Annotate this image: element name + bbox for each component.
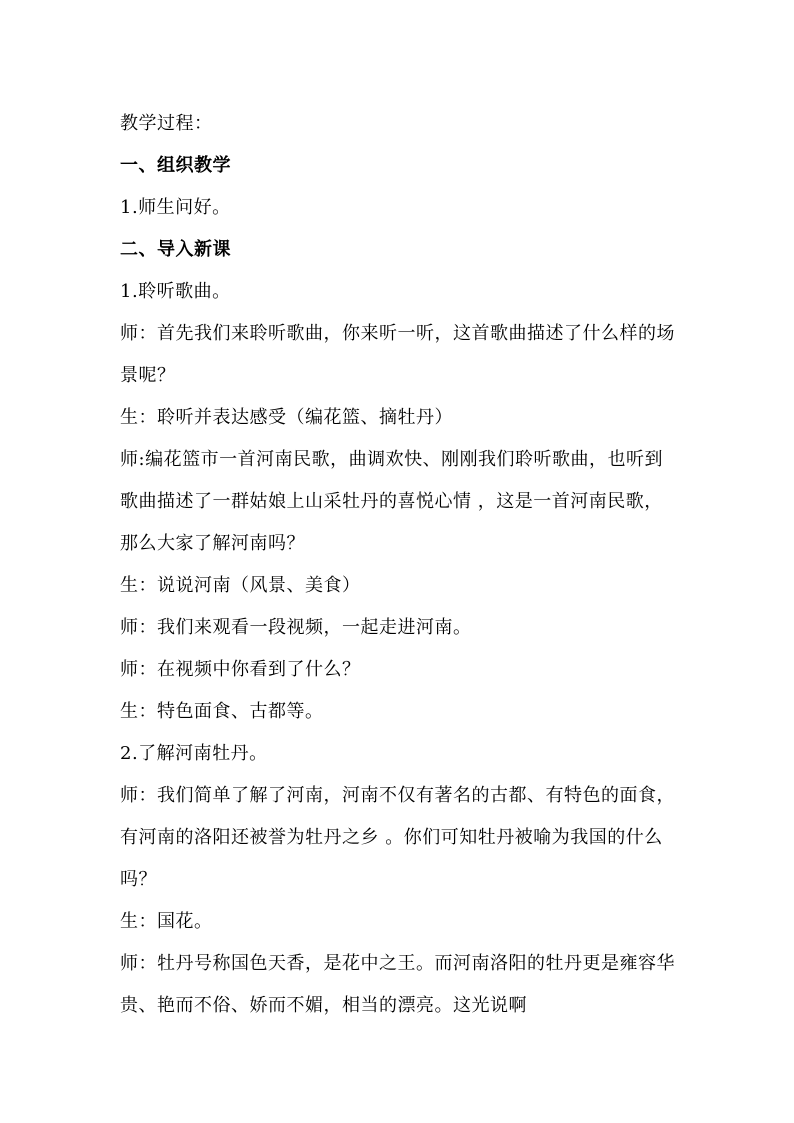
paragraph-greeting: 1.师生问好。 bbox=[120, 197, 231, 218]
paragraph-teacher-video-1: 师：我们来观看一段视频，一起走进河南。 bbox=[120, 617, 472, 638]
section-heading-organize-teaching: 一、组织教学 bbox=[120, 155, 231, 176]
paragraph-teacher-explanation-1: 师:编花篮市一首河南民歌，曲调欢快、刚刚我们聆听歌曲，也听到歌曲描述了一群姑娘上山采牡丹的喜悦心情 ，这是一首河南民歌，那么大家了解河南吗？ bbox=[120, 449, 664, 554]
paragraph-student-response-4: 生：国花。 bbox=[120, 911, 213, 932]
paragraph-teacher-question-2: 师：在视频中你看到了什么？ bbox=[120, 659, 361, 680]
paragraph-teacher-explanation-3: 师：牡丹号称国色天香，是花中之王。而河南洛阳的牡丹更是雍容华贵、艳而不俗、娇而不媚，相当的漂亮。这光说啊 bbox=[120, 953, 675, 1016]
paragraph-student-response-3: 生：特色面食、古都等。 bbox=[120, 701, 324, 722]
paragraph-teaching-process-title: 教学过程： bbox=[120, 113, 213, 134]
section-heading-introduce-new-lesson: 二、导入新课 bbox=[120, 239, 231, 260]
document-body bbox=[120, 103, 680, 1027]
paragraph-student-response-2: 生：说说河南（风景、美食） bbox=[120, 575, 361, 596]
paragraph-listen-song: 1.聆听歌曲。 bbox=[120, 281, 231, 302]
paragraph-teacher-explanation-2: 师：我们简单了解了河南，河南不仅有著名的古都、有特色的面食，有河南的洛阳还被誉为牡丹之乡 。你们可知牡丹被喻为我国的什么吗？ bbox=[120, 785, 675, 890]
paragraph-student-response-1: 生：聆听并表达感受（编花篮、摘牡丹） bbox=[120, 407, 453, 428]
paragraph-teacher-question-1: 师：首先我们来聆听歌曲，你来听一听，这首歌曲描述了什么样的场景呢？ bbox=[120, 323, 675, 386]
paragraph-understand-peony: 2.了解河南牡丹。 bbox=[120, 743, 268, 764]
